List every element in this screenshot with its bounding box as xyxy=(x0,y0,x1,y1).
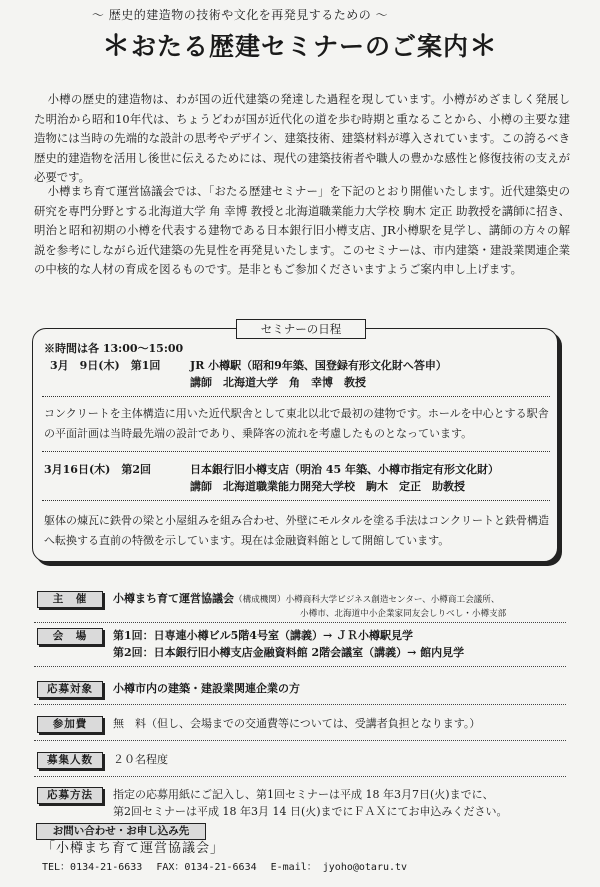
divider xyxy=(34,704,566,705)
schedule-label: セミナーの日程 xyxy=(236,319,366,339)
session2-date: 3月16日(木) 第2回 xyxy=(44,463,152,476)
divider xyxy=(42,500,550,501)
venue-line-1: 第1回：日専連小樽ビル5階4号室（講義）→ ＪＲ小樽駅見学 xyxy=(113,629,414,642)
flyer-title-text: おたる歴建セミナーのご案内 xyxy=(130,32,469,61)
capacity-value: ２０名程度 xyxy=(113,753,168,766)
divider xyxy=(42,451,550,452)
eligibility-label: 応募対象 xyxy=(37,681,103,698)
time-note: ※時間は各 13:00～15:00 xyxy=(44,342,184,355)
divider xyxy=(34,740,566,741)
flyer-title xyxy=(0,24,600,64)
session1-description: コンクリートを主体構造に用いた近代駅舎として東北以北で最初の建物です。ホールを中心とする駅舎の平面計画は当時最先端の設計であり、乗降客の流れを考慮したものとなっています。 xyxy=(44,407,549,440)
contact-details xyxy=(42,860,421,876)
session1-lecturer: 講師 北海道大学 角 幸博 教授 xyxy=(190,376,366,389)
session1-place: JR 小樽駅（昭和9年築、国登録有形文化財へ答申） xyxy=(190,359,447,372)
divider xyxy=(42,396,550,397)
flyer-subtitle: ～ 歴史的建造物の技術や文化を再発見するための ～ xyxy=(91,8,389,22)
eligibility-value: 小樽市内の建築・建設業関連企業の方 xyxy=(113,682,300,695)
capacity-label: 募集人数 xyxy=(37,752,103,769)
contact-organization: 「小樽まち育て運営協議会」 xyxy=(42,841,225,856)
divider xyxy=(34,776,566,777)
session2-place: 日本銀行旧小樽支店（明治 45 年築、小樽市指定有形文化財） xyxy=(190,463,499,476)
divider xyxy=(34,666,566,667)
session2-lecturer: 講師 北海道職業能力開発大学校 駒木 定正 助教授 xyxy=(190,480,465,493)
contact-heading: お問い合わせ・お申し込み先 xyxy=(36,823,206,840)
application-method-line-1: 指定の応募用紙にご記入し、第1回セミナーは平成 18 年3月7日(火)までに、 xyxy=(113,788,494,801)
fee-value: 無 料（但し、会場までの交通費等については、受講者負担となります。） xyxy=(113,717,481,730)
venue-label: 会 場 xyxy=(37,628,103,645)
session1-date: 3月 9日(木) 第1回 xyxy=(50,359,161,372)
application-method-line-2: 第2回セミナーは平成 18 年3月 14 日(火)までにＦＡＸにてお申込みください。 xyxy=(113,805,508,818)
divider xyxy=(34,622,566,623)
organizer-value: 小樽まち育て運営協議会（構成機関）小樽商科大学ビジネス創造センター、小樽商工会議所、 xyxy=(113,592,500,605)
contact-email: E-mail： jyoho@otaru.tv xyxy=(270,862,408,873)
star-icon: ＊ xyxy=(101,29,131,62)
contact-tel: TEL：0134-21-6633 xyxy=(42,862,143,873)
contact-fax: FAX：0134-21-6634 xyxy=(156,862,257,873)
intro-paragraph-1: 小樽の歴史的建造物は、わが国の近代建築の発達した過程を現しています。小樽がめざましく発展した明治から昭和10年代は、ちょうどわが国が近代化の道を歩む時期と重なることから、小樽の主要な建造物には当時の先端的な設計の思考やデザイン、建築技術、建築材料が導入されています。この誇るべき歴史的建造物を活用し後世に伝えるためには、現代の建築技術者や職人の豊かな感性と修復技術の支えが必要です。 xyxy=(34,92,570,185)
organizer-label: 主 催 xyxy=(37,591,103,608)
application-method-label: 応募方法 xyxy=(37,787,103,804)
intro-paragraph-2: 小樽まち育て運営協議会では、「おたる歴建セミナー」を下記のとおり開催いたします。近代建築史の研究を専門分野とする北海道大学 角 幸博 教授と北海道職業能力大学校 駒木 定正 助教授を講師に招き、明治と昭和初期の小樽を代表する建物である日本銀行旧小樽支店、JR小樽駅を見学し、講師の方々の解説を参考にしながら近代建築の先見性を再発見いたします。このセミナーは、市内建築・建設業関連企業の中核的な人材の育成を図るものです。是非ともご参加くださいますようご案内申し上げます。 xyxy=(34,184,570,277)
session2-description: 躯体の煉瓦に鉄骨の梁と小屋組みを組み合わせ、外壁にモルタルを塗る手法はコンクリートと鉄骨構造へ転換する直前の特徴を示しています。現在は金融資料館として開館しています。 xyxy=(44,514,550,547)
organizer-note: 小樽市、北海道中小企業家同友会しりべし・小樽支部 xyxy=(300,609,507,619)
star-icon: ＊ xyxy=(469,29,499,62)
fee-label: 参加費 xyxy=(37,716,103,733)
venue-line-2: 第2回：日本銀行旧小樽支店金融資料館 2階会議室（講義）→ 館内見学 xyxy=(113,646,465,659)
